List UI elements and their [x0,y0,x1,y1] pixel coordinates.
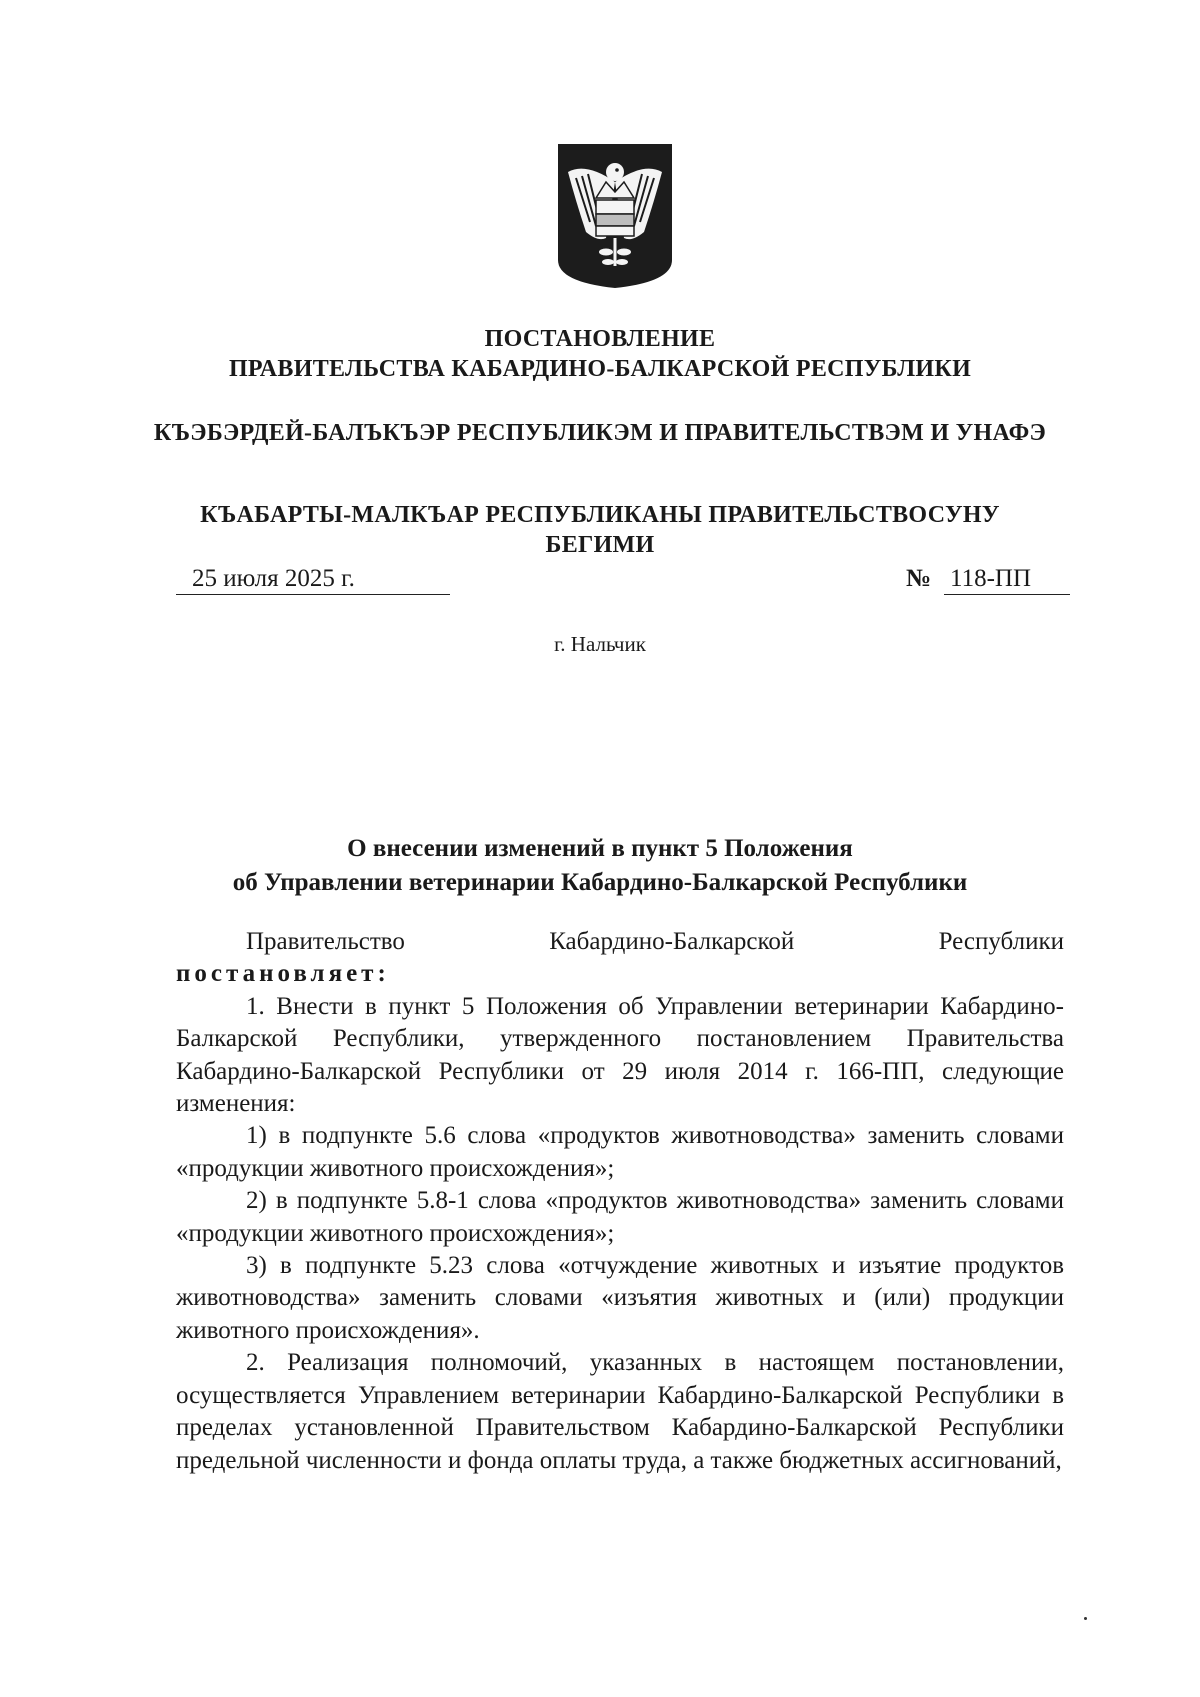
heading-balkar: КЪАБАРТЫ-МАЛКЪАР РЕСПУБЛИКАНЫ ПРАВИТЕЛЬСТВОСУНУ БЕГИМИ [200,502,1000,558]
scan-speck [1084,1617,1087,1620]
title-line-1: О внесении изменений в пункт 5 Положения [347,835,853,862]
document-title [150,832,1050,900]
number-sign: № [906,565,932,592]
document-body [176,926,1064,1477]
gov-word-3: Республики [938,928,1064,955]
document-number: 118-ПП [944,564,1070,595]
paragraph-2: 2. Реализация полномочий, указанных в настоящем постановлении, осуществляется Управлением ветеринарии Кабардино-Балкарской Республики в пределах установленной Правительством Кабардино-Балкарской Республики предельной численности и фонда оплаты труда, а также бюджетных ассигнований, [176,1349,1064,1474]
document-city: г. Нальчик [554,632,646,656]
subparagraph-3: 3) в подпункте 5.23 слова «отчуждение животных и изъятие продуктов животноводства» заменить словами «изъятия животных и (или) продукции животного происхождения». [176,1252,1064,1344]
heading-kabardian: КЪЭБЭРДЕЙ-БАЛЪКЪЭР РЕСПУБЛИКЭМ И ПРАВИТЕЛЬСТВЭМ И УНАФЭ [153,420,1047,446]
heading-type: ПОСТАНОВЛЕНИЕ [484,326,716,352]
heading-issuer: ПРАВИТЕЛЬСТВА КАБАРДИНО-БАЛКАРСКОЙ РЕСПУБЛИКИ [228,356,972,382]
subparagraph-1: 1) в подпункте 5.6 слова «продуктов животноводства» заменить словами «продукции животного происхождения»; [176,1122,1064,1182]
decree-word: постановляет: [176,960,390,988]
government-line [176,926,1064,958]
title-line-2: об Управлении ветеринарии Кабардино-Балкарской Республики [232,869,968,896]
subparagraph-2: 2) в подпункте 5.8-1 слова «продуктов животноводства» заменить словами «продукции животного происхождения»; [176,1187,1064,1247]
gov-word-1: Правительство [246,928,405,955]
coat-of-arms-emblem [556,142,674,290]
paragraph-1: 1. Внести в пункт 5 Положения об Управлении ветеринарии Кабардино-Балкарской Республики, утвержденного постановлением Правительства Кабардино-Балкарской Республики от 29 июля 2014 г. 166-ПП, следующие изменения: [176,992,1064,1118]
document-date: 25 июля 2025 г. [176,564,450,595]
document-heading [150,324,1050,384]
gov-word-2: Кабардино-Балкарской [549,928,795,955]
